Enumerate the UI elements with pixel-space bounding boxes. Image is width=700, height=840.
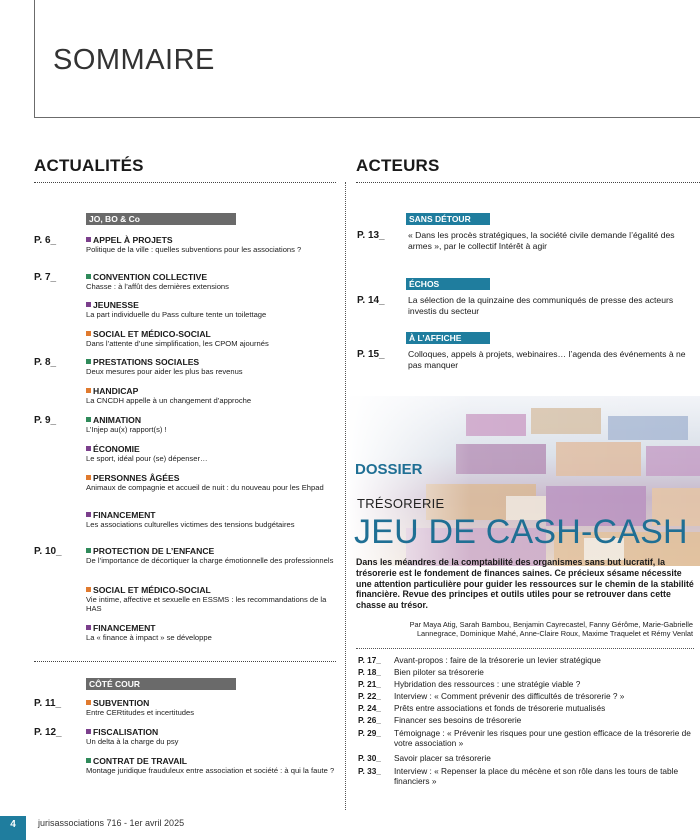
item-head: SOCIAL ET MÉDICO-SOCIAL [93, 585, 211, 595]
toc-item[interactable] [86, 510, 336, 529]
page-ref: P. 7_ [34, 272, 57, 283]
dossier-intro: Dans les méandres de la comptabilité des organismes sans but lucratif, la trésorerie est le fondement de finances saines. Ce précieux sésame nécessite une attention particulière pour guider les ressources sur le chemin de la stabilité financière. Revue des principes et outils utiles pour se retrouver dans cette chasse au trésor. [356, 557, 694, 611]
dossier-page: P. 33_ [358, 766, 381, 776]
item-desc: Un delta à la charge du psy [86, 737, 179, 746]
item-desc: Deux mesures pour aider les plus bas revenus [86, 367, 243, 376]
page-ref: P. 14_ [357, 295, 385, 306]
acteurs-rule [356, 182, 700, 183]
category-square [86, 237, 91, 242]
item-desc: Chasse : à l’affût des dernières extensions [86, 282, 229, 291]
dossier-page: P. 30_ [358, 753, 381, 763]
page-number: 4 [0, 816, 26, 840]
item-head: PRESTATIONS SOCIALES [93, 357, 200, 367]
dossier-page: P. 21_ [358, 679, 381, 689]
dossier-page: P. 24_ [358, 703, 381, 713]
toc-item[interactable] [86, 585, 336, 613]
dossier-rule [356, 648, 694, 649]
section-divider [34, 661, 336, 662]
toc-item[interactable] [86, 473, 336, 492]
dossier-kicker: TRÉSORERIE [357, 496, 445, 511]
item-head: JEUNESSE [93, 300, 139, 310]
item-head: ANIMATION [93, 415, 142, 425]
toc-item[interactable] [86, 727, 336, 746]
dossier-text: Avant-propos : faire de la trésorerie un levier stratégique [394, 655, 601, 665]
item-head: FINANCEMENT [93, 623, 156, 633]
item-head: SOCIAL ET MÉDICO-SOCIAL [93, 329, 211, 339]
dossier-text: Financer ses besoins de trésorerie [394, 715, 522, 725]
page-ref: P. 13_ [357, 230, 385, 241]
category-square [86, 359, 91, 364]
item-desc: L’Injep au(x) rapport(s) ! [86, 425, 167, 434]
category-square [86, 729, 91, 734]
dossier-text: Interview : « Repenser la place du mécène et son rôle dans les tours de table financiers » [394, 766, 679, 786]
category-square [86, 587, 91, 592]
page-ref: P. 6_ [34, 235, 57, 246]
page-ref: P. 11_ [34, 698, 62, 709]
item-head: PERSONNES ÂGÉES [93, 473, 180, 483]
item-desc: De l’importance de décortiquer la charge émotionnelle des professionnels [86, 556, 334, 565]
dossier-text: Hybridation des ressources : une stratégie viable ? [394, 679, 581, 689]
item-desc: La CNCDH appelle à un changement d’approche [86, 396, 252, 405]
publication-info: jurisassociations 716 - 1er avril 2025 [38, 818, 185, 828]
item-head: FISCALISATION [93, 727, 159, 737]
dossier-page: P. 26_ [358, 715, 381, 725]
category-square [86, 758, 91, 763]
acteurs-text[interactable]: La sélection de la quinzaine des communiqués de presse des acteurs investis du secteur [408, 295, 674, 316]
dossier-text: Bien piloter sa trésorerie [394, 667, 484, 677]
toc-item[interactable] [86, 357, 336, 376]
toc-item[interactable] [86, 444, 336, 463]
category-square [86, 331, 91, 336]
category-square [86, 274, 91, 279]
dossier-page: P. 18_ [358, 667, 381, 677]
section-bar-jo-bo: JO, BO & Co [86, 213, 236, 225]
category-square [86, 446, 91, 451]
category-square [86, 625, 91, 630]
item-desc: Les associations culturelles victimes des tensions budgétaires [86, 520, 295, 529]
dossier-authors: Par Maya Atig, Sarah Bambou, Benjamin Cayrecastel, Fanny Gérôme, Marie-Gabrielle Lannegrace, Dominique Mahé, Anne-Claire Roux, Maxime Traquelet et Rémy Venlat [409, 620, 693, 638]
dossier-page: P. 22_ [358, 691, 381, 701]
category-square [86, 548, 91, 553]
item-desc: La « finance à impact » se développe [86, 633, 212, 642]
page-ref: P. 15_ [357, 349, 385, 360]
page-ref: P. 10_ [34, 546, 62, 557]
page-ref: P. 12_ [34, 727, 62, 738]
dossier-text: Témoignage : « Prévenir les risques pour une gestion efficace de la trésorerie de votre association » [394, 728, 691, 748]
section-bar-cote-cour: CÔTÉ COUR [86, 678, 236, 690]
page-ref: P. 9_ [34, 415, 57, 426]
item-head: APPEL À PROJETS [93, 235, 173, 245]
item-desc: La part individuelle du Pass culture tente un toilettage [86, 310, 267, 319]
toc-item[interactable] [86, 546, 336, 565]
dossier-label: DOSSIER [355, 461, 423, 478]
toc-item[interactable] [86, 386, 336, 405]
item-desc: Le sport, idéal pour (se) dépenser… [86, 454, 208, 463]
page-title: SOMMAIRE [53, 44, 215, 76]
section-bar-sans-detour: SANS DÉTOUR [406, 213, 490, 225]
acteurs-text[interactable]: Colloques, appels à projets, webinaires… l’agenda des événements à ne pas manquer [408, 349, 686, 370]
toc-item[interactable] [86, 756, 336, 775]
section-bar-a-laffiche: À L’AFFICHE [406, 332, 490, 344]
item-desc: Dans l’attente d’une simplification, les CPOM ajournés [86, 339, 269, 348]
category-square [86, 512, 91, 517]
item-desc: Montage juridique frauduleux entre association et société : à qui la faute ? [86, 766, 335, 775]
category-square [86, 475, 91, 480]
category-square [86, 388, 91, 393]
item-head: CONTRAT DE TRAVAIL [93, 756, 188, 766]
page-ref: P. 8_ [34, 357, 57, 368]
item-head: PROTECTION DE L’ENFANCE [93, 546, 215, 556]
dossier-text: Savoir placer sa trésorerie [394, 753, 491, 763]
category-square [86, 302, 91, 307]
dossier-title: JEU DE CASH-CASH [354, 513, 688, 551]
toc-item[interactable] [86, 300, 336, 319]
item-head: CONVENTION COLLECTIVE [93, 272, 208, 282]
toc-item[interactable] [86, 415, 336, 434]
dossier-text: Prêts entre associations et fonds de trésorerie mutualisés [394, 703, 606, 713]
item-desc: Politique de la ville : quelles subventions pour les associations ? [86, 245, 302, 254]
item-desc: Entre CERtitudes et incertitudes [86, 708, 195, 717]
category-square [86, 417, 91, 422]
category-square [86, 700, 91, 705]
actualites-heading: ACTUALITÉS [34, 156, 144, 175]
toc-item[interactable] [86, 698, 336, 717]
actualites-rule [34, 182, 336, 183]
toc-item[interactable] [86, 329, 336, 348]
toc-item[interactable] [86, 272, 336, 291]
toc-item[interactable] [86, 623, 336, 642]
acteurs-text[interactable]: « Dans les procès stratégiques, la société civile demande l’égalité des armes », par le collectif Intérêt à agir [408, 230, 675, 251]
section-bar-echos: ÉCHOS [406, 278, 490, 290]
item-head: ÉCONOMIE [93, 444, 140, 454]
acteurs-heading: ACTEURS [356, 156, 440, 175]
item-head: HANDICAP [93, 386, 139, 396]
dossier-page: P. 17_ [358, 655, 381, 665]
title-box [34, 0, 700, 118]
item-head: FINANCEMENT [93, 510, 156, 520]
dossier-text: Interview : « Comment prévenir des difficultés de trésorerie ? » [394, 691, 625, 701]
dossier-page: P. 29_ [358, 728, 381, 738]
item-desc: Animaux de compagnie et accueil de nuit : du nouveau pour les Ehpad [86, 483, 324, 492]
item-desc: Vie intime, affective et sexuelle en ESSMS : les recommandations de la HAS [86, 595, 327, 613]
toc-item[interactable] [86, 235, 336, 254]
item-head: SUBVENTION [93, 698, 150, 708]
